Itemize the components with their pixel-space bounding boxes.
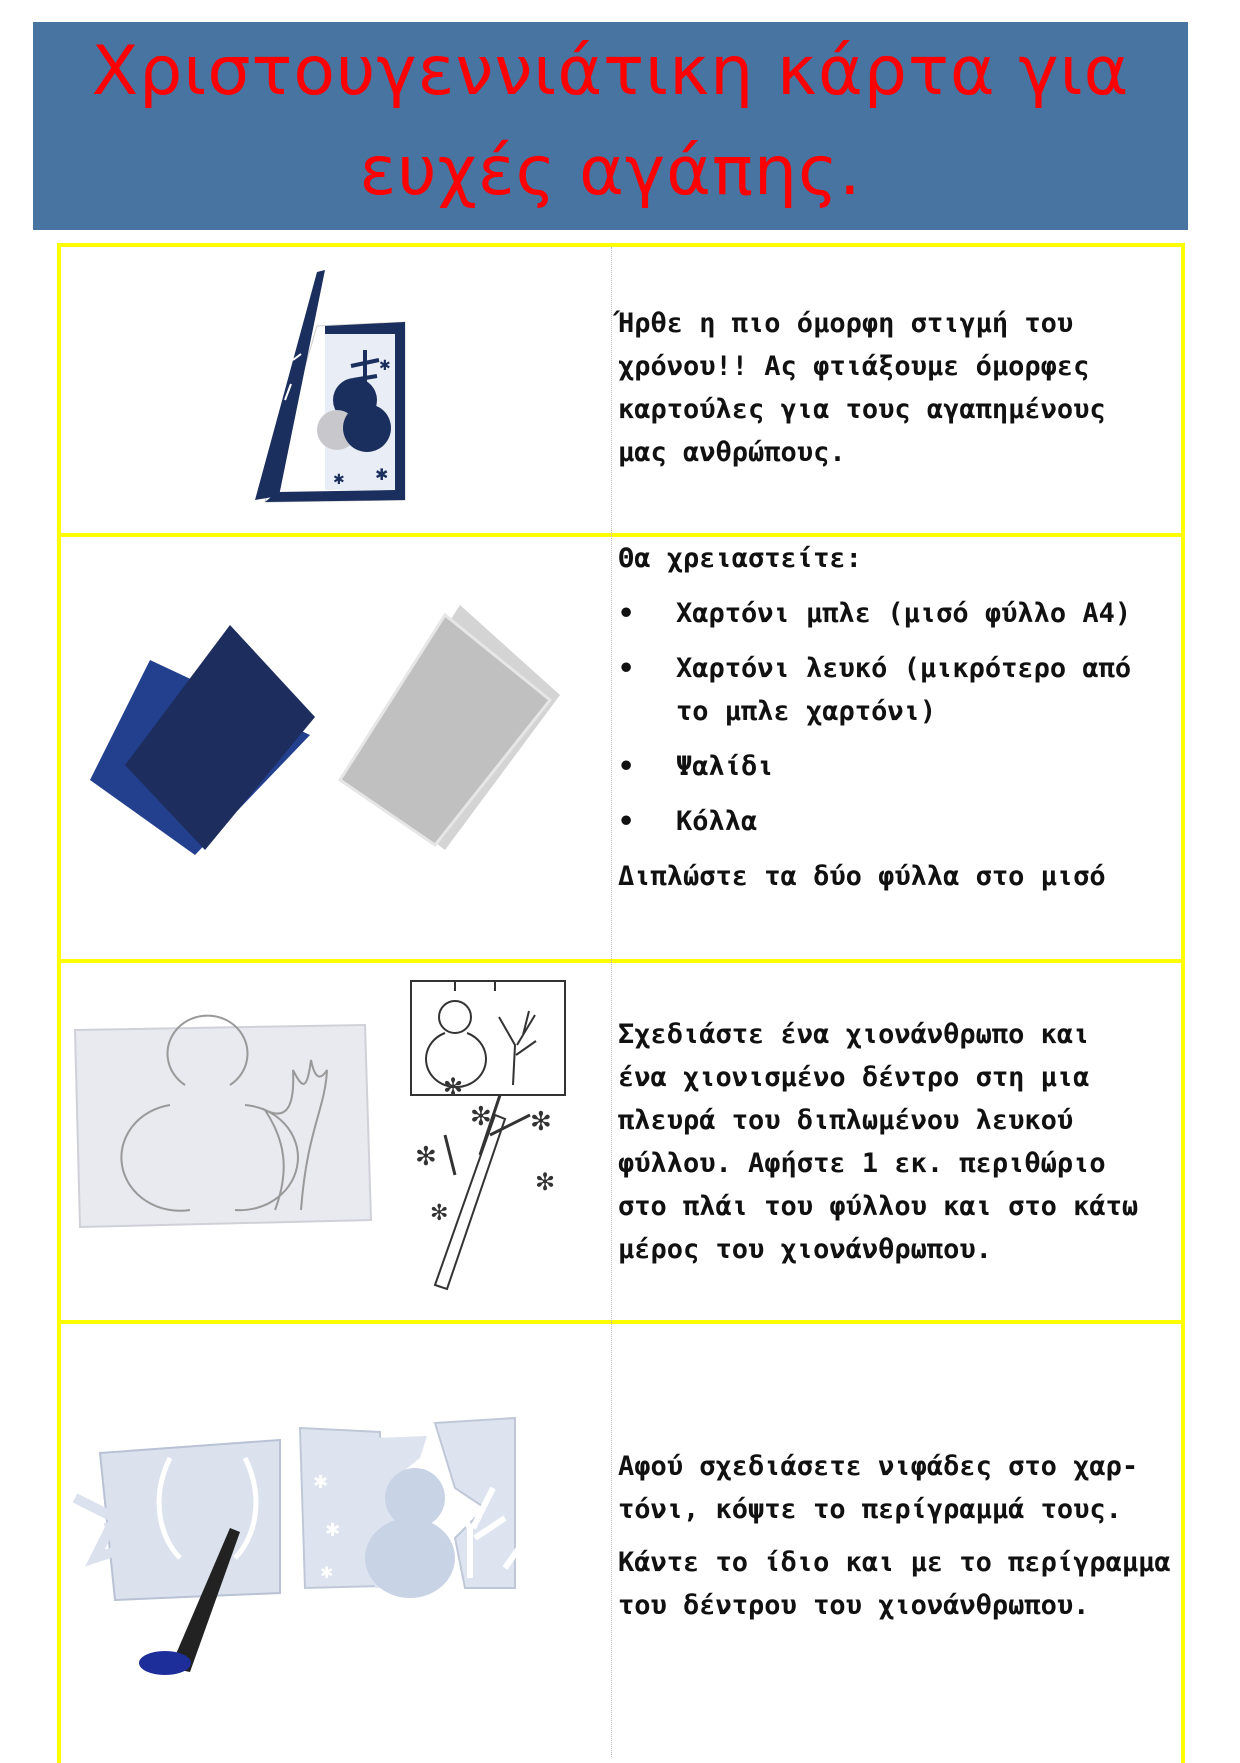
finished-card-image (255, 270, 415, 505)
text-line: πλευρά του διπλωμένου λευκού (618, 1105, 1074, 1136)
text-line: ένα χιονισμένο δέντρο στη μια (618, 1062, 1090, 1093)
cutting-outlines-image (75, 1418, 580, 1673)
material-item (618, 647, 1131, 733)
text-line: Ήρθε η πιο όμορφη στιγμή του (618, 308, 1074, 339)
svg-text:✱: ✱ (325, 1520, 341, 1541)
text-line: στο πλάι του φύλλου και στο κάτω (618, 1191, 1139, 1222)
svg-text:✻: ✻ (535, 1168, 556, 1196)
step1-text (618, 302, 1106, 474)
svg-text:✱: ✱ (333, 472, 345, 488)
bullet: • (618, 806, 635, 837)
svg-text:✻: ✻ (430, 1201, 449, 1226)
text-line: Αφού σχεδιάσετε νιφάδες στο χαρ- (618, 1451, 1139, 1482)
step4-text (618, 1445, 1171, 1627)
snowman-drawing-image (75, 975, 580, 1295)
row-divider (57, 1320, 1185, 1324)
bullet: • (618, 653, 635, 684)
fold-instruction: Διπλώστε τα δύο φύλλα στο μισό (618, 861, 1106, 892)
folded-cards-image (90, 605, 560, 855)
column-divider (611, 247, 612, 1757)
text-line: τόνι, κόψτε το περίγραμμά τους. (618, 1494, 1122, 1525)
svg-text:✱: ✱ (320, 1563, 334, 1582)
material-label: Ψαλίδι (676, 751, 774, 782)
material-label: Κόλλα (676, 806, 758, 837)
svg-text:✱: ✱ (379, 358, 391, 374)
material-item (618, 800, 1131, 843)
text-line: Σχεδιάστε ένα χιονάνθρωπο και (618, 1019, 1090, 1050)
text-line: χρόνου!! Ας φτιάξουμε όμορφες (618, 351, 1090, 382)
material-item (618, 592, 1131, 635)
svg-text:✻: ✻ (415, 1142, 437, 1172)
page-title-banner (33, 22, 1188, 230)
text-line: φύλλου. Αφήστε 1 εκ. περιθώριο (618, 1148, 1106, 1179)
materials-intro: Θα χρειαστείτε: (618, 543, 862, 574)
svg-text:✻: ✻ (530, 1107, 552, 1137)
page-title-line-2: ευχές αγάπης. (359, 132, 862, 211)
step2-text (618, 537, 1131, 898)
bullet: • (618, 598, 635, 629)
material-label: Χαρτόνι λευκό (μικρότερο από (676, 653, 1132, 684)
svg-text:✻: ✻ (470, 1102, 492, 1132)
step3-text (618, 1013, 1138, 1271)
material-label: Χαρτόνι μπλε (μισό φύλλο Α4) (676, 598, 1132, 629)
text-line: του δέντρου του χιονάνθρωπου. (618, 1590, 1090, 1621)
text-line: Κάντε το ίδιο και με το περίγραμμα (618, 1547, 1171, 1578)
material-label: το μπλε χαρτόνι) (676, 696, 937, 727)
text-line: μέρος του χιονάνθρωπου. (618, 1234, 992, 1265)
svg-text:✻: ✻ (443, 1073, 464, 1101)
text-line: μας ανθρώπους. (618, 437, 846, 468)
page-title-line-1: Χριστουγεννιάτικη κάρτα για (91, 32, 1130, 111)
row-divider (57, 959, 1185, 963)
svg-text:✱: ✱ (375, 465, 389, 484)
bullet: • (618, 751, 635, 782)
material-item (618, 745, 1131, 788)
text-line: καρτούλες για τους αγαπημένους (618, 394, 1106, 425)
svg-text:✱: ✱ (313, 1472, 329, 1493)
